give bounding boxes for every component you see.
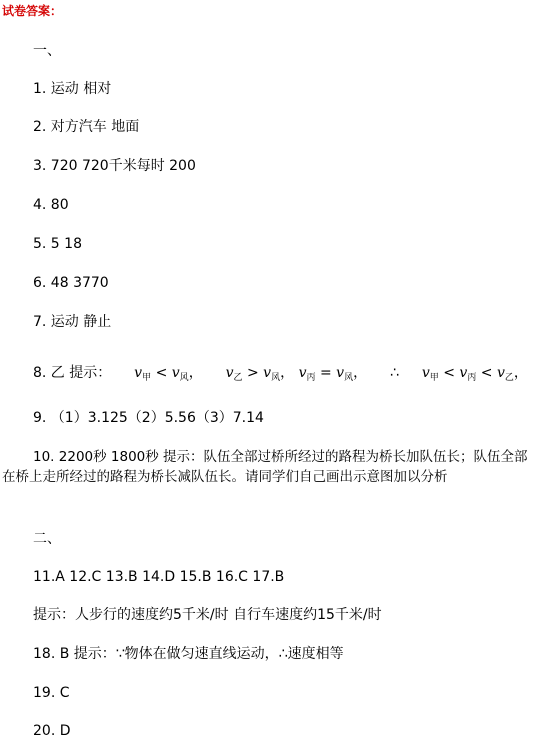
answer-7: 7. 运动 静止: [33, 314, 112, 330]
therefore-symbol: ∴: [389, 365, 399, 381]
answers-11-17: 11.A 12.C 13.B 14.D 15.B 16.C 17.B: [33, 569, 285, 585]
answer-key-title: 试卷答案：: [2, 4, 63, 18]
formula-v-bing: $v_丙$: [298, 365, 316, 383]
answer-6: 6. 48 3770: [33, 275, 109, 291]
section-one-heading: 一、: [33, 43, 61, 59]
answer-8: 8. 乙 提示： $v_甲 < v_风$， $v_乙 > v_风$， $v_丙 = v_风$， ∴ $v_甲 < v_丙 < v_乙$，: [33, 365, 528, 383]
answer-10-text: 10. 2200秒 1800秒 提示：队伍全部过桥所经过的路程为桥长加队伍长；队伍全部在桥上走所经过的路程为桥长减队伍长。请同学们自己画出示意图加以分析: [2, 449, 528, 485]
answer-19: 19. C: [33, 685, 70, 701]
hint-11-17: 提示：人步行的速度约5千米/时 自行车速度约15千米/时: [33, 607, 382, 623]
answer-10: [2, 447, 532, 487]
answer-4: 4. 80: [33, 197, 69, 213]
formula-v-jia: $v_甲$: [134, 365, 152, 383]
answer-2: 2. 对方汽车 地面: [33, 119, 140, 135]
answer-18: 18. B 提示：∵物体在做匀速直线运动，∴速度相等: [33, 646, 344, 662]
answer-5: 5. 5 18: [33, 236, 82, 252]
formula-v-feng: $v_风$: [171, 365, 189, 383]
section-two-heading: 二、: [33, 531, 61, 547]
formula-v-yi: $v_乙$: [225, 365, 243, 383]
answer-8-prefix: 8. 乙 提示：: [33, 365, 112, 381]
answer-20: 20. D: [33, 723, 71, 739]
answer-1: 1. 运动 相对: [33, 81, 112, 97]
answer-3: 3. 720 720千米每时 200: [33, 158, 196, 174]
answer-9: 9. （1）3.125（2）5.56（3）7.14: [33, 410, 264, 426]
